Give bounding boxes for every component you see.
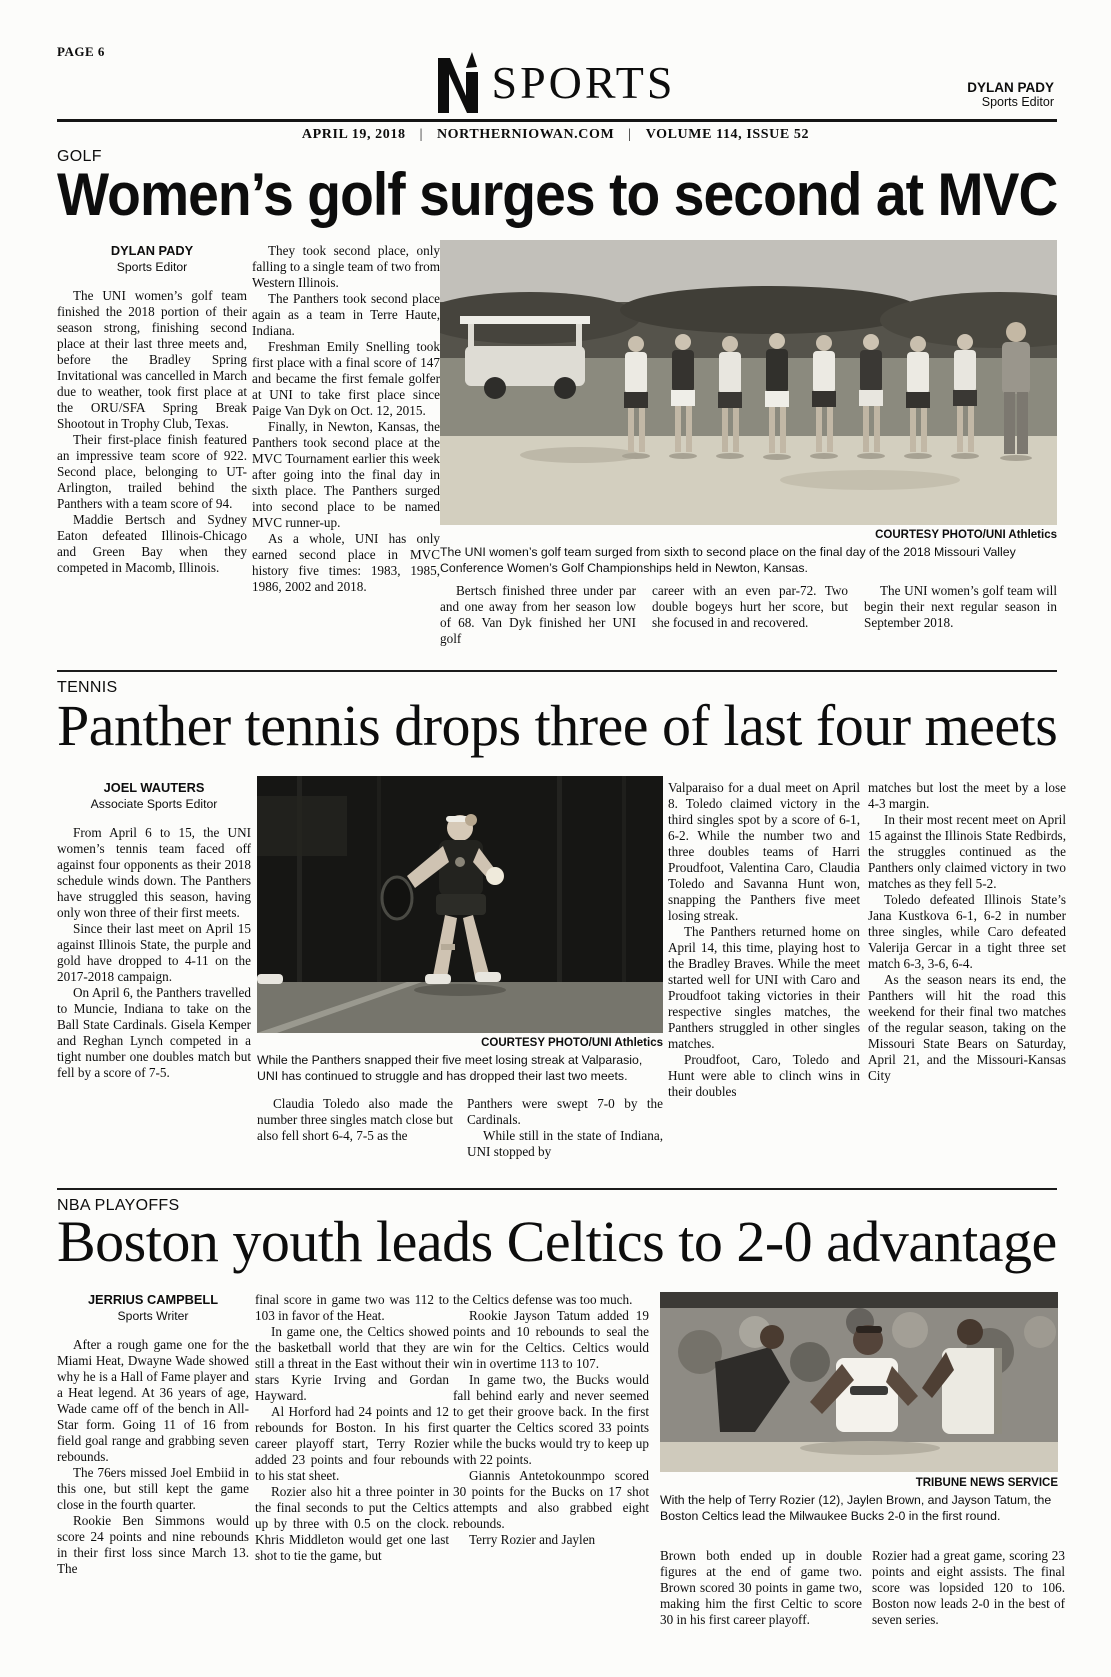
tennis-article-column-2a bbox=[257, 1096, 453, 1144]
nba-article-column-3 bbox=[453, 1292, 649, 1548]
dateline-separator: | bbox=[419, 127, 423, 142]
dateline-separator: | bbox=[628, 127, 632, 142]
paragraph: Bertsch finished three under par and one away from her season low of 68. Van Dyk finished her UNI golf bbox=[440, 583, 636, 646]
page-number: PAGE 6 bbox=[57, 44, 105, 59]
paragraph: Terry Rozier and Jaylen bbox=[469, 1532, 596, 1547]
tennis-photo-caption: While the Panthers snapped their five meet losing streak at Valparasio, UNI has continued to struggle and has dropped their last two meets. bbox=[257, 1053, 643, 1083]
tennis-article-column-4 bbox=[868, 780, 1066, 1084]
paragraph: the Celtics defense was too much. bbox=[453, 1292, 633, 1307]
tennis-article-column-3 bbox=[668, 780, 860, 1100]
editor-name: DYLAN PADY bbox=[967, 80, 1054, 95]
byline-role: Sports Editor bbox=[116, 260, 188, 274]
editor-title: Sports Editor bbox=[981, 95, 1054, 109]
paragraph: Proudfoot, Caro, Toledo and Hunt were able to clinch wins in their doubles bbox=[668, 1052, 860, 1099]
paragraph: The Panthers returned home on April 14, this time, playing host to the Bradley Braves. While the meet started well for UNI with Caro and Proudfoot taking victories in their respective singles matches, the Panthers struggled in other singles matches. bbox=[668, 924, 860, 1051]
dateline-site: NORTHERNIOWAN.COM bbox=[436, 127, 615, 142]
golf-article-column-2 bbox=[252, 243, 440, 595]
golf-article-column-1 bbox=[57, 243, 247, 576]
paragraph: In their most recent meet on April 15 against the Illinois State Redbirds, the struggles continued as the Panthers only claimed victory in two matches as they fell 5-2. bbox=[868, 812, 1066, 891]
byline-role: Sports Writer bbox=[117, 1309, 189, 1323]
paragraph: Rozier had a great game, scoring 23 points and eight assists. The final score was lopsided 120 to 106. Boston now leads 2-0 in the best of seven series. bbox=[872, 1548, 1065, 1627]
golf-article-column-3 bbox=[440, 583, 636, 647]
paragraph: Panthers were swept 7-0 by the Cardinals. bbox=[467, 1096, 663, 1127]
nba-article-column-4 bbox=[660, 1548, 862, 1628]
tennis-section-kicker: TENNIS bbox=[57, 679, 118, 696]
nba-headline: Boston youth leads Celtics to 2-0 advantage bbox=[57, 1209, 1057, 1274]
nba-section-kicker: NBA PLAYOFFS bbox=[57, 1197, 180, 1214]
paragraph: Al Horford had 24 points and 12 rebounds for Boston. In his first career playoff start, Terry Rozier added 23 points and four rebounds to his stat sheet. bbox=[255, 1404, 449, 1483]
nba-article-column-1 bbox=[57, 1292, 249, 1577]
paragraph: On April 6, the Panthers travelled to Muncie, Indiana to take on the Ball State Cardinals. Gisela Kemper and Reghan Lynch competed in a tight number one doubles match but fell by a score of 7-5. bbox=[57, 985, 251, 1080]
paragraph: They took second place, only falling to a single team of two from Western Illinois. bbox=[252, 243, 440, 290]
paragraph: While still in the state of Indiana, UNI stopped by bbox=[467, 1128, 663, 1159]
paragraph: Rookie Jayson Tatum added 19 points and 10 rebounds to seal the win for the Celtics. Celtics would win in overtime 113 to 107. bbox=[453, 1308, 649, 1371]
tennis-headline: Panther tennis drops three of last four meets bbox=[57, 693, 1058, 758]
paragraph: As a whole, UNI has only earned second place in MVC history five times: 1983, 1985, 1986, 2002 and 2018. bbox=[252, 531, 440, 594]
editor-box bbox=[967, 80, 1054, 109]
golf-team-photo bbox=[440, 240, 1057, 525]
golf-byline bbox=[57, 243, 247, 275]
nba-article-column-5 bbox=[872, 1548, 1065, 1628]
paragraph: Toledo defeated Illinois State’s Jana Kustkova 6-1, 6-2 in number three singles, while Caro defeated Valerija Gercar in a tight three set match 6-3, 3-6, 6-4. bbox=[868, 892, 1066, 971]
byline-name: DYLAN PADY bbox=[110, 243, 194, 258]
tennis-photo-caption-block bbox=[257, 1035, 663, 1084]
northern-iowan-logo-icon bbox=[436, 52, 482, 114]
tennis-player-photo bbox=[257, 776, 663, 1033]
paragraph: Finally, in Newton, Kansas, the Panthers took second place at the MVC Tournament earlier this week after going into the final day in sixth place. The Panthers surged into second place to be named MVC runner-up. bbox=[252, 419, 440, 530]
dateline bbox=[0, 127, 1111, 143]
paragraph: matches but lost the meet by a lose 4-3 margin. bbox=[868, 780, 1066, 811]
byline-name: JOEL WAUTERS bbox=[103, 780, 205, 795]
tennis-article-column-2b bbox=[467, 1096, 663, 1160]
paragraph: Since their last meet on April 15 against Illinois State, the purple and gold have dropped to 4-11 on the 2017-2018 campaign. bbox=[57, 921, 251, 984]
byline-name: JERRIUS CAMPBELL bbox=[87, 1292, 219, 1307]
golf-article-column-4 bbox=[652, 583, 848, 631]
golf-section-kicker: GOLF bbox=[57, 148, 102, 165]
paragraph: After a rough game one for the Miami Heat, Dwayne Wade showed why he is a Hall of Fame player and a Heat legend. At 36 years of age, Wade came off of the bench in All-Star form. Going 11 of 16 from field goal range and grabbing seven rebounds. bbox=[57, 1337, 249, 1464]
paragraph: Brown both ended up in double figures at the end of game two. Brown scored 30 points in game two, making him the first Celtic to score 30 in his first career playoff. bbox=[660, 1548, 862, 1627]
masthead bbox=[0, 52, 1111, 114]
dateline-date: APRIL 19, 2018 bbox=[301, 127, 406, 142]
nba-photo-credit: TRIBUNE NEWS SERVICE bbox=[915, 1477, 1058, 1489]
nba-photo-caption: With the help of Terry Rozier (12), Jaylen Brown, and Jayson Tatum, the Boston Celtics lead the Milwaukee Bucks 2-0 in the first round. bbox=[660, 1493, 1052, 1523]
golf-article-column-5 bbox=[864, 583, 1057, 631]
tennis-byline bbox=[57, 780, 251, 812]
paragraph: The 76ers missed Joel Embiid in this one, but still kept the game close in the fourth quarter. bbox=[57, 1465, 249, 1512]
nba-byline bbox=[57, 1292, 249, 1324]
golf-col1-text bbox=[57, 288, 247, 576]
paragraph: Valparaiso for a dual meet on April 8. Toledo claimed victory in the third singles spot by a score of 6-1, 6-2. While the number two and three doubles teams of Harri Proudfoot, Valentina Caro, Claudia Toledo and Savanna Hunt won, snapping the Panthers five meet losing streak. bbox=[668, 780, 860, 923]
nba-col1-text bbox=[57, 1337, 249, 1577]
paragraph: Rozier also hit a three pointer in the final seconds to put the Celtics up by three with 0.5 on the clock. Khris Middleton would get one last shot to tie the game, but bbox=[255, 1484, 449, 1563]
golf-photo-caption-block bbox=[440, 527, 1057, 576]
paragraph: career with an even par-72. Two double bogeys hurt her score, but she focused in and recovered. bbox=[652, 583, 848, 630]
section-divider bbox=[57, 1188, 1057, 1190]
byline-role: Associate Sports Editor bbox=[90, 797, 218, 811]
paragraph: The UNI women’s golf team will begin their next regular season in September 2018. bbox=[864, 583, 1057, 630]
tennis-photo-credit: COURTESY PHOTO/UNI Athletics bbox=[481, 1037, 663, 1049]
paragraph: In game one, the Celtics showed the basketball world that they are still a threat in the East without their stars Kyrie Irving and Gordan Hayward. bbox=[255, 1324, 449, 1403]
header-rule bbox=[57, 119, 1057, 122]
nba-photo-caption-block bbox=[660, 1475, 1058, 1524]
paragraph: final score in game two was 112 to 103 in favor of the Heat. bbox=[255, 1292, 449, 1323]
paragraph: In game two, the Bucks would fall behind early and never seemed to get their groove back. In the first quarter the Celtics scored 33 points while the bucks would try to keep up with 22 points. bbox=[453, 1372, 649, 1467]
section-title: SPORTS bbox=[491, 57, 676, 108]
paragraph: Maddie Bertsch and Sydney Eaton defeated Illinois-Chicago and Green Bay when they competed in Macomb, Illinois. bbox=[57, 512, 247, 575]
celtics-bucks-photo bbox=[660, 1292, 1058, 1472]
golf-headline: Women’s golf surges to second at MVC bbox=[57, 161, 1058, 228]
golf-photo-caption: The UNI women’s golf team surged from sixth to second place on the final day of the 2018 Missouri Valley Conference Women’s Golf Championships held in Newton, Kansas. bbox=[440, 545, 1016, 575]
tennis-article-column-1 bbox=[57, 780, 251, 1081]
paragraph: Their first-place finish featured an impressive team score of 922. Second place, belonging to UT-Arlington, trailed behind the Panthers with a team score of 94. bbox=[57, 432, 247, 511]
paragraph: From April 6 to 15, the UNI women’s tennis team faced off against four opponents as their 2018 schedule winds down. The Panthers have struggled this season, having only won three of their first meets. bbox=[57, 825, 251, 920]
paragraph: The UNI women’s golf team finished the 2018 portion of their season strong, finishing second place at their last three meets and, before the Bradley Spring Invitational was cancelled in March due to weather, took first place at the ORU/SFA Spring Break Shootout in Trophy Club, Texas. bbox=[57, 288, 247, 431]
paragraph: The Panthers took second place again as a team in Terre Haute, Indiana. bbox=[252, 291, 440, 338]
section-divider bbox=[57, 670, 1057, 672]
paragraph: Rookie Ben Simmons would score 24 points and nine rebounds in their first loss since March 13. The bbox=[57, 1513, 249, 1576]
paragraph: Freshman Emily Snelling took first place with a final score of 147 and became the first female golfer at UNI to take first place since Paige Van Dyk on Oct. 12, 2015. bbox=[252, 339, 440, 418]
golf-photo-credit: COURTESY PHOTO/UNI Athletics bbox=[875, 529, 1057, 541]
dateline-volume: VOLUME 114, ISSUE 52 bbox=[645, 127, 810, 142]
nba-article-column-2 bbox=[255, 1292, 449, 1564]
paragraph: As the season nears its end, the Panthers will hit the road this weekend for their final two matches of the regular season, taking on the Missouri State Bears on Saturday, April 21, and the Missouri-Kansas City bbox=[868, 972, 1066, 1083]
paragraph: Claudia Toledo also made the number three singles match close but also fell short 6-4, 7-5 as the bbox=[257, 1096, 453, 1143]
tennis-col1-text bbox=[57, 825, 251, 1081]
paragraph: Giannis Antetokounmpo scored 30 points for the Bucks on 17 shot attempts and also grabbed eight rebounds. bbox=[453, 1468, 649, 1531]
